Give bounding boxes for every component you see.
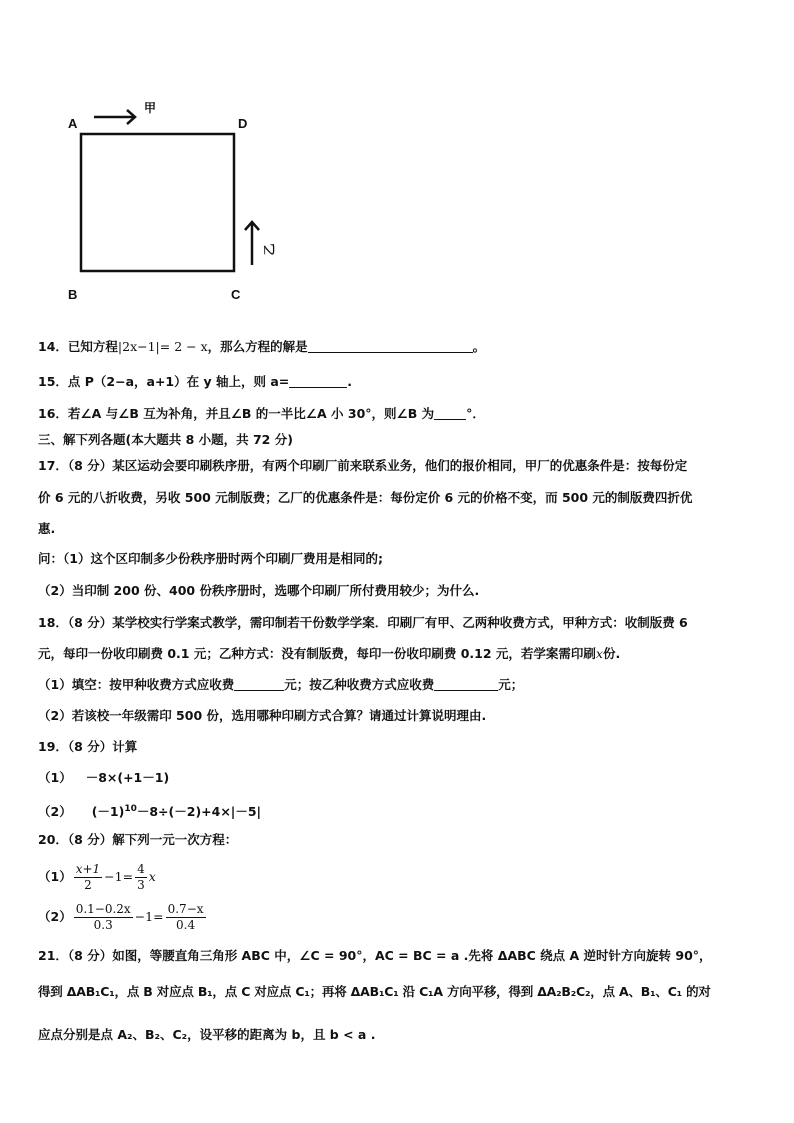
q20-part-1-label: （1） xyxy=(38,869,72,884)
q18-line-2 xyxy=(38,646,620,662)
q21-line-3: 应点分别是点 A₂、B₂、C₂，设平移的距离为 b，且 b < a . xyxy=(38,1027,376,1042)
q14-equation: |2x−1|= 2 − x xyxy=(117,339,208,354)
q18-sub-2: （2）若该校一年级需印 500 份，选用哪种印刷方式合算？请通过计算说明理由. xyxy=(38,708,487,723)
q14-prefix: 14．已知方程 xyxy=(38,339,118,354)
fraction-numerator: x+1 xyxy=(75,862,101,876)
q20-part-2 xyxy=(38,899,208,935)
q18-variable: x xyxy=(595,646,603,661)
fraction-numerator: 0.7−x xyxy=(167,902,204,916)
question-16 xyxy=(38,406,485,422)
q20-part-2-fraction xyxy=(74,902,133,933)
q18-sub-1-a: （1）填空：按甲种收费方式应收费 xyxy=(38,677,235,692)
q19-part-2-expr-b: －8÷(－2)+4×|－5| xyxy=(136,804,262,820)
arrow-label-yi: 乙 xyxy=(262,243,277,256)
q20-title: 20．（8 分）解下列一元一次方程： xyxy=(38,832,238,847)
q20-part-1-fraction xyxy=(74,862,102,893)
vertex-label-b: B xyxy=(68,287,78,302)
square-abcd xyxy=(81,134,234,271)
section-heading: 三、解下列各题(本大题共 8 小题，共 72 分) xyxy=(38,432,293,447)
q14-end: 。 xyxy=(472,339,486,354)
q19-part-1-expr: －8×(+1－1) xyxy=(85,770,170,785)
q14-suffix: ，那么方程的解是 xyxy=(207,339,308,354)
q16-end: °． xyxy=(466,406,485,421)
question-14 xyxy=(38,339,485,355)
answer-blank[interactable] xyxy=(234,677,284,691)
q20-part-2-rhs-fraction xyxy=(166,902,206,933)
q18-line-2-text: 元，每印一份收印刷费 0.1 元；乙种方式：没有制版费，每印一份收印刷费 0.12 元，若学案需印刷 xyxy=(38,646,596,661)
q18-sub-1-b: 元；按乙种收费方式应收费 xyxy=(284,677,435,692)
q19-part-2-expr-a: (－1) xyxy=(91,804,125,820)
square-figure xyxy=(0,0,794,320)
q19-part-2-label: （2） xyxy=(38,804,72,820)
q21-line-2: 得到 ΔAB₁C₁，点 B 对应点 B₁，点 C 对应点 C₁；再将 ΔAB₁C₁ 沿 C₁A 方向平移，得到 ΔA₂B₂C₂，点 A、B₁、C₁ 的对 xyxy=(38,984,711,999)
q20-part-2-mid: −1= xyxy=(134,909,164,924)
fraction-numerator: 4 xyxy=(137,862,145,876)
vertex-label-a: A xyxy=(68,116,78,131)
q19-part-2 xyxy=(38,801,261,820)
q17-ask-1: 问：（1）这个区印制多少份秩序册时两个印刷厂费用是相同的; xyxy=(38,551,383,566)
q17-ask-2: （2）当印制 200 份、400 份秩序册时，选哪个印刷厂所付费用较少；为什么. xyxy=(38,583,480,598)
q17-line-1: 17．（8 分）某区运动会要印刷秩序册，有两个印刷厂前来联系业务，他们的报价相同，甲厂的优惠条件是：按每份定 xyxy=(38,458,688,473)
fraction-denominator: 3 xyxy=(137,878,145,892)
question-15 xyxy=(38,374,352,390)
q15-end: . xyxy=(347,374,352,389)
q20-part-1 xyxy=(38,859,156,895)
q19-part-2-exponent: 10 xyxy=(124,804,137,814)
answer-blank[interactable] xyxy=(434,406,466,420)
q19-part-1-label: （1） xyxy=(38,770,72,785)
answer-blank[interactable] xyxy=(308,339,473,353)
fraction-denominator: 2 xyxy=(84,878,92,892)
q16-text: 16．若∠A 与∠B 互为补角，并且∠B 的一半比∠A 小 30°，则∠B 为 xyxy=(38,406,435,421)
answer-blank[interactable] xyxy=(434,677,498,691)
q18-line-1: 18．（8 分）某学校实行学案式教学，需印制若干份数学学案．印刷厂有甲、乙两种收费方式，甲种方式：收制版费 6 xyxy=(38,615,688,630)
q15-text: 15．点 P（2−a，a+1）在 y 轴上，则 a= xyxy=(38,374,290,389)
q18-sub-1-c: 元； xyxy=(498,677,524,692)
fraction-denominator: 0.4 xyxy=(176,918,196,932)
fraction-denominator: 0.3 xyxy=(93,918,113,932)
q17-line-3: 惠. xyxy=(38,521,56,536)
q20-part-1-rhs-fraction xyxy=(135,862,147,893)
vertex-label-c: C xyxy=(231,287,241,302)
q20-part-1-variable: x xyxy=(148,869,156,884)
q19-part-1 xyxy=(38,770,169,786)
arrow-label-jia: 甲 xyxy=(144,101,157,115)
q17-line-2: 价 6 元的八折收费，另收 500 元制版费；乙厂的优惠条件是：每份定价 6 元的价格不变，而 500 元的制版费四折优 xyxy=(38,490,693,505)
q21-line-1: 21．（8 分）如图，等腰直角三角形 ABC 中，∠C = 90°，AC = BC = a .先将 ΔABC 绕点 A 逆时针方向旋转 90°， xyxy=(38,948,712,963)
q18-sub-1 xyxy=(38,677,523,693)
q18-line-2-end: 份. xyxy=(602,646,621,661)
answer-blank[interactable] xyxy=(289,374,347,388)
fraction-numerator: 0.1−0.2x xyxy=(75,902,131,916)
q20-part-2-label: （2） xyxy=(38,909,72,924)
vertex-label-d: D xyxy=(238,116,248,131)
q20-part-1-mid: −1= xyxy=(104,869,134,884)
q19-title: 19．（8 分）计算 xyxy=(38,739,138,754)
